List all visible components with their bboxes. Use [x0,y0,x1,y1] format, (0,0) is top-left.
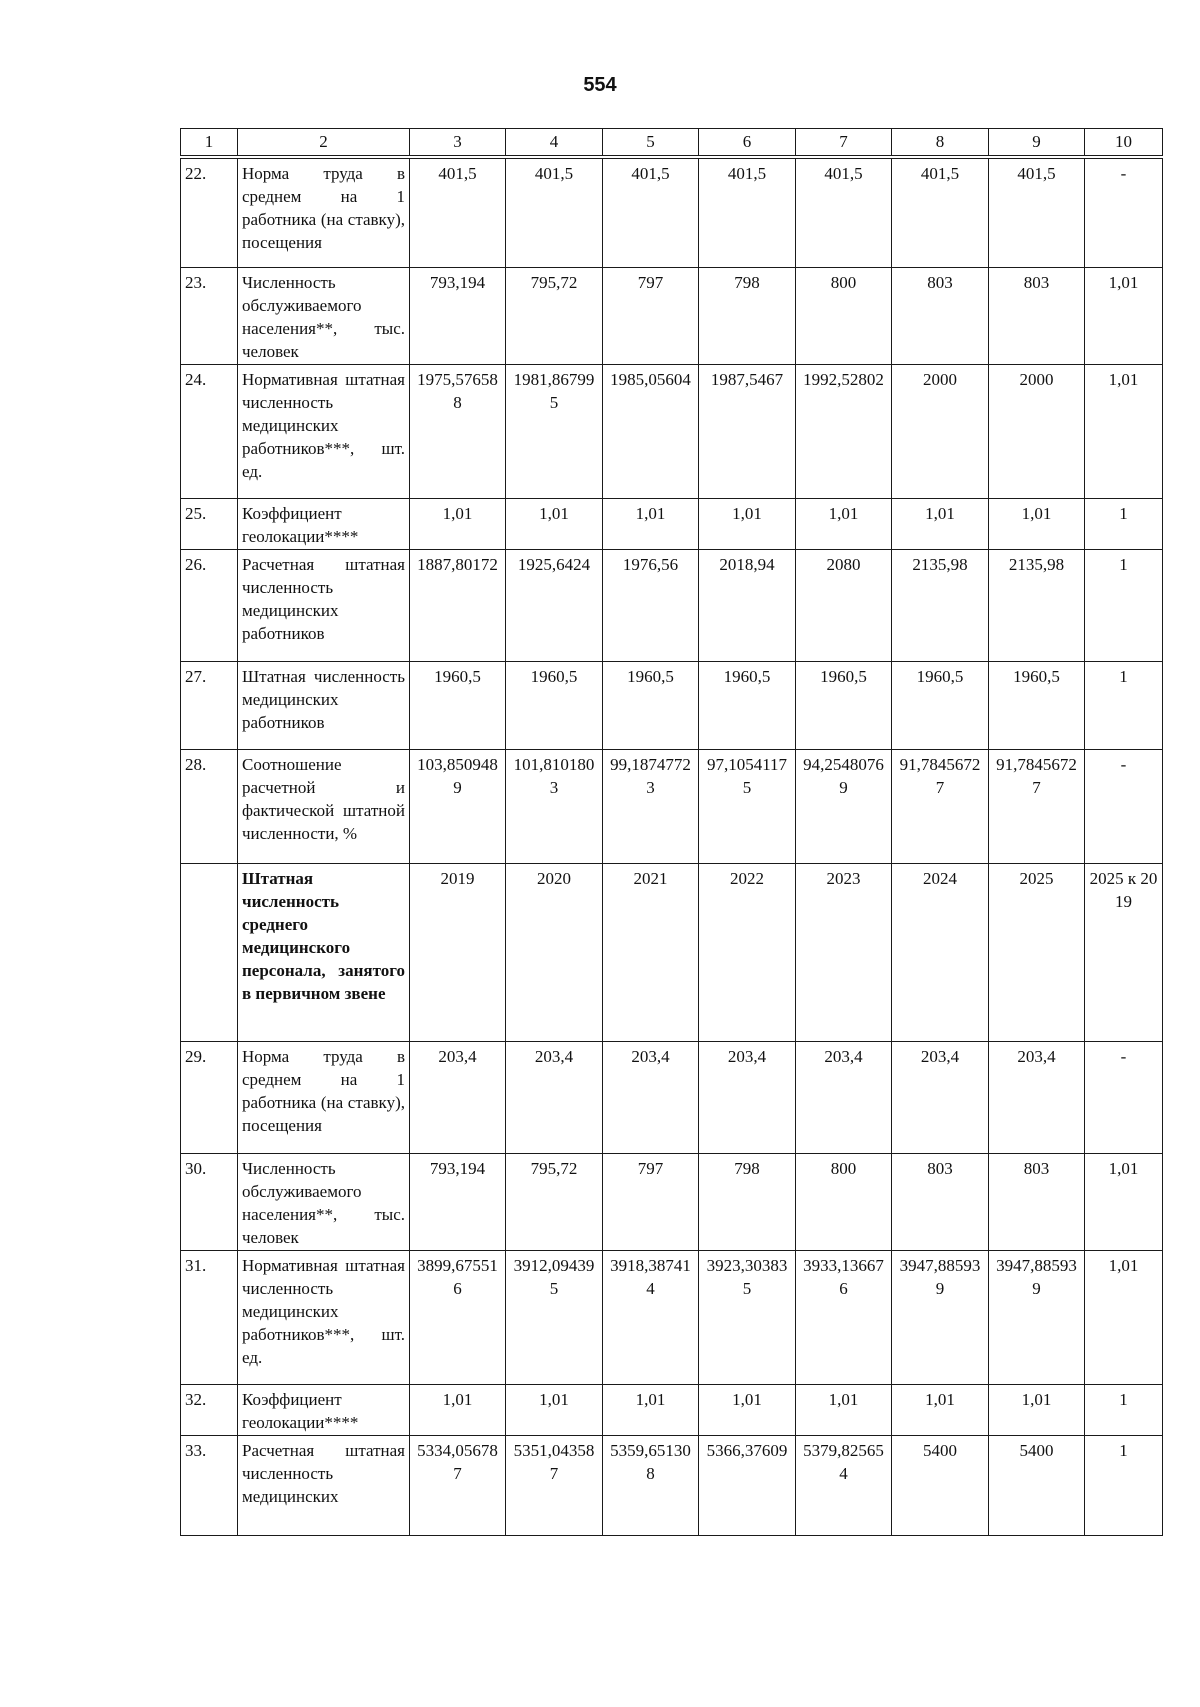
row-number: 23. [181,267,238,364]
row-number: 33. [181,1435,238,1535]
row-number: 32. [181,1384,238,1435]
value-cell-col-9: 1,01 [989,1384,1085,1435]
value-cell-col-3: 401,5 [410,157,506,267]
value-cell-col-9: 5400 [989,1435,1085,1535]
value-cell-col-6: 97,10541175 [699,749,796,863]
table-row [181,749,1163,863]
value-cell-col-8: 91,78456727 [892,749,989,863]
value-cell-col-10: 1,01 [1085,267,1163,364]
value-cell-col-6: 798 [699,1153,796,1250]
row-number: 28. [181,749,238,863]
row-number: 26. [181,549,238,661]
row-number: 29. [181,1041,238,1153]
column-number-3: 3 [410,129,506,158]
indicator-name: Расчетная штатная численность медицинских работников [238,549,410,661]
value-cell-col-3: 1,01 [410,498,506,549]
row-number: 24. [181,364,238,498]
value-cell-col-5: 1,01 [603,1384,699,1435]
value-cell-col-8: 803 [892,267,989,364]
value-cell-col-4: 1925,6424 [506,549,603,661]
value-cell-col-6: 1987,5467 [699,364,796,498]
indicator-name: Штатная численность среднего медицинского персонала, занятого в первичном звене [238,863,410,1041]
value-cell-col-6: 2018,94 [699,549,796,661]
indicator-name: Коэффициент геолокации**** [238,1384,410,1435]
value-cell-col-6: 1,01 [699,498,796,549]
value-cell-col-5: 401,5 [603,157,699,267]
table-section-header-row [181,863,1163,1041]
table-row [181,267,1163,364]
value-cell-col-4: 2020 [506,863,603,1041]
value-cell-col-3: 203,4 [410,1041,506,1153]
value-cell-col-5: 1960,5 [603,661,699,749]
value-cell-col-6: 5366,37609 [699,1435,796,1535]
value-cell-col-8: 1,01 [892,498,989,549]
value-cell-col-3: 103,8509489 [410,749,506,863]
indicator-name: Соотношение расчетной и фактической штатной численности, % [238,749,410,863]
value-cell-col-8: 803 [892,1153,989,1250]
value-cell-col-7: 94,25480769 [796,749,892,863]
value-cell-col-3: 2019 [410,863,506,1041]
value-cell-col-4: 1,01 [506,1384,603,1435]
value-cell-col-4: 101,8101803 [506,749,603,863]
value-cell-col-3: 793,194 [410,1153,506,1250]
staffing-table [180,128,1163,1536]
column-number-9: 9 [989,129,1085,158]
value-cell-col-5: 1976,56 [603,549,699,661]
value-cell-col-3: 793,194 [410,267,506,364]
table-row [181,1041,1163,1153]
value-cell-col-9: 2000 [989,364,1085,498]
value-cell-col-4: 401,5 [506,157,603,267]
column-number-8: 8 [892,129,989,158]
value-cell-col-8: 3947,885939 [892,1250,989,1384]
value-cell-col-9: 803 [989,267,1085,364]
value-cell-col-3: 1,01 [410,1384,506,1435]
column-number-2: 2 [238,129,410,158]
value-cell-col-7: 1,01 [796,1384,892,1435]
value-cell-col-8: 203,4 [892,1041,989,1153]
value-cell-col-5: 3918,387414 [603,1250,699,1384]
value-cell-col-5: 2021 [603,863,699,1041]
value-cell-col-4: 795,72 [506,267,603,364]
value-cell-col-7: 800 [796,267,892,364]
column-number-4: 4 [506,129,603,158]
value-cell-col-6: 1960,5 [699,661,796,749]
page-number: 554 [583,74,617,96]
value-cell-col-3: 3899,675516 [410,1250,506,1384]
value-cell-col-6: 798 [699,267,796,364]
value-cell-col-9: 3947,885939 [989,1250,1085,1384]
indicator-name: Расчетная штатная численность медицинских [238,1435,410,1535]
indicator-name: Нормативная штатная численность медицинских работников***, шт. ед. [238,364,410,498]
row-number: 31. [181,1250,238,1384]
indicator-name: Штатная численность медицинских работников [238,661,410,749]
value-cell-col-10: 1 [1085,1384,1163,1435]
value-cell-col-7: 1,01 [796,498,892,549]
value-cell-col-7: 5379,825654 [796,1435,892,1535]
value-cell-col-5: 99,18747723 [603,749,699,863]
indicator-name: Численность обслуживаемого населения**, тыс. человек [238,267,410,364]
table-body [181,157,1163,1535]
value-cell-col-3: 5334,056787 [410,1435,506,1535]
table-row [181,364,1163,498]
value-cell-col-8: 401,5 [892,157,989,267]
value-cell-col-8: 5400 [892,1435,989,1535]
value-cell-col-7: 203,4 [796,1041,892,1153]
value-cell-col-6: 1,01 [699,1384,796,1435]
value-cell-col-5: 797 [603,1153,699,1250]
value-cell-col-8: 1960,5 [892,661,989,749]
value-cell-col-4: 1,01 [506,498,603,549]
table-row [181,1153,1163,1250]
value-cell-col-5: 1985,05604 [603,364,699,498]
indicator-name: Норма труда в среднем на 1 работника (на ставку), посещения [238,1041,410,1153]
value-cell-col-9: 401,5 [989,157,1085,267]
value-cell-col-6: 203,4 [699,1041,796,1153]
value-cell-col-5: 5359,651308 [603,1435,699,1535]
table-row [181,157,1163,267]
column-number-7: 7 [796,129,892,158]
column-number-10: 10 [1085,129,1163,158]
value-cell-col-8: 2000 [892,364,989,498]
column-number-1: 1 [181,129,238,158]
value-cell-col-10: - [1085,1041,1163,1153]
value-cell-col-10: 1 [1085,549,1163,661]
value-cell-col-5: 203,4 [603,1041,699,1153]
value-cell-col-9: 203,4 [989,1041,1085,1153]
indicator-name: Норма труда в среднем на 1 работника (на ставку), посещения [238,157,410,267]
value-cell-col-9: 91,78456727 [989,749,1085,863]
column-number-5: 5 [603,129,699,158]
value-cell-col-7: 401,5 [796,157,892,267]
value-cell-col-9: 1960,5 [989,661,1085,749]
value-cell-col-10: 1,01 [1085,1153,1163,1250]
value-cell-col-6: 3923,303835 [699,1250,796,1384]
value-cell-col-7: 3933,136676 [796,1250,892,1384]
value-cell-col-10: - [1085,749,1163,863]
table-row [181,498,1163,549]
value-cell-col-9: 2025 [989,863,1085,1041]
value-cell-col-5: 1,01 [603,498,699,549]
value-cell-col-3: 1975,576588 [410,364,506,498]
row-number: 27. [181,661,238,749]
value-cell-col-10: 1,01 [1085,1250,1163,1384]
value-cell-col-7: 2023 [796,863,892,1041]
value-cell-col-9: 803 [989,1153,1085,1250]
table-row [181,549,1163,661]
value-cell-col-4: 1960,5 [506,661,603,749]
indicator-name: Нормативная штатная численность медицинских работников***, шт. ед. [238,1250,410,1384]
row-number [181,863,238,1041]
table-row [181,1250,1163,1384]
value-cell-col-9: 1,01 [989,498,1085,549]
value-cell-col-7: 2080 [796,549,892,661]
value-cell-col-8: 1,01 [892,1384,989,1435]
row-number: 25. [181,498,238,549]
value-cell-col-3: 1960,5 [410,661,506,749]
row-number: 30. [181,1153,238,1250]
table-row [181,1384,1163,1435]
value-cell-col-8: 2024 [892,863,989,1041]
value-cell-col-3: 1887,80172 [410,549,506,661]
value-cell-col-10: 1 [1085,498,1163,549]
value-cell-col-10: 1 [1085,1435,1163,1535]
column-number-row [181,129,1163,158]
value-cell-col-10: 1 [1085,661,1163,749]
value-cell-col-5: 797 [603,267,699,364]
value-cell-col-8: 2135,98 [892,549,989,661]
value-cell-col-4: 3912,094395 [506,1250,603,1384]
column-number-6: 6 [699,129,796,158]
value-cell-col-6: 2022 [699,863,796,1041]
value-cell-col-9: 2135,98 [989,549,1085,661]
row-number: 22. [181,157,238,267]
indicator-name: Коэффициент геолокации**** [238,498,410,549]
table-row [181,661,1163,749]
value-cell-col-7: 1992,52802 [796,364,892,498]
value-cell-col-10: 2025 к 2019 [1085,863,1163,1041]
value-cell-col-7: 1960,5 [796,661,892,749]
value-cell-col-4: 795,72 [506,1153,603,1250]
table-row [181,1435,1163,1535]
indicator-name: Численность обслуживаемого населения**, тыс. человек [238,1153,410,1250]
value-cell-col-4: 5351,043587 [506,1435,603,1535]
value-cell-col-6: 401,5 [699,157,796,267]
value-cell-col-7: 800 [796,1153,892,1250]
value-cell-col-4: 203,4 [506,1041,603,1153]
value-cell-col-4: 1981,867995 [506,364,603,498]
value-cell-col-10: - [1085,157,1163,267]
value-cell-col-10: 1,01 [1085,364,1163,498]
